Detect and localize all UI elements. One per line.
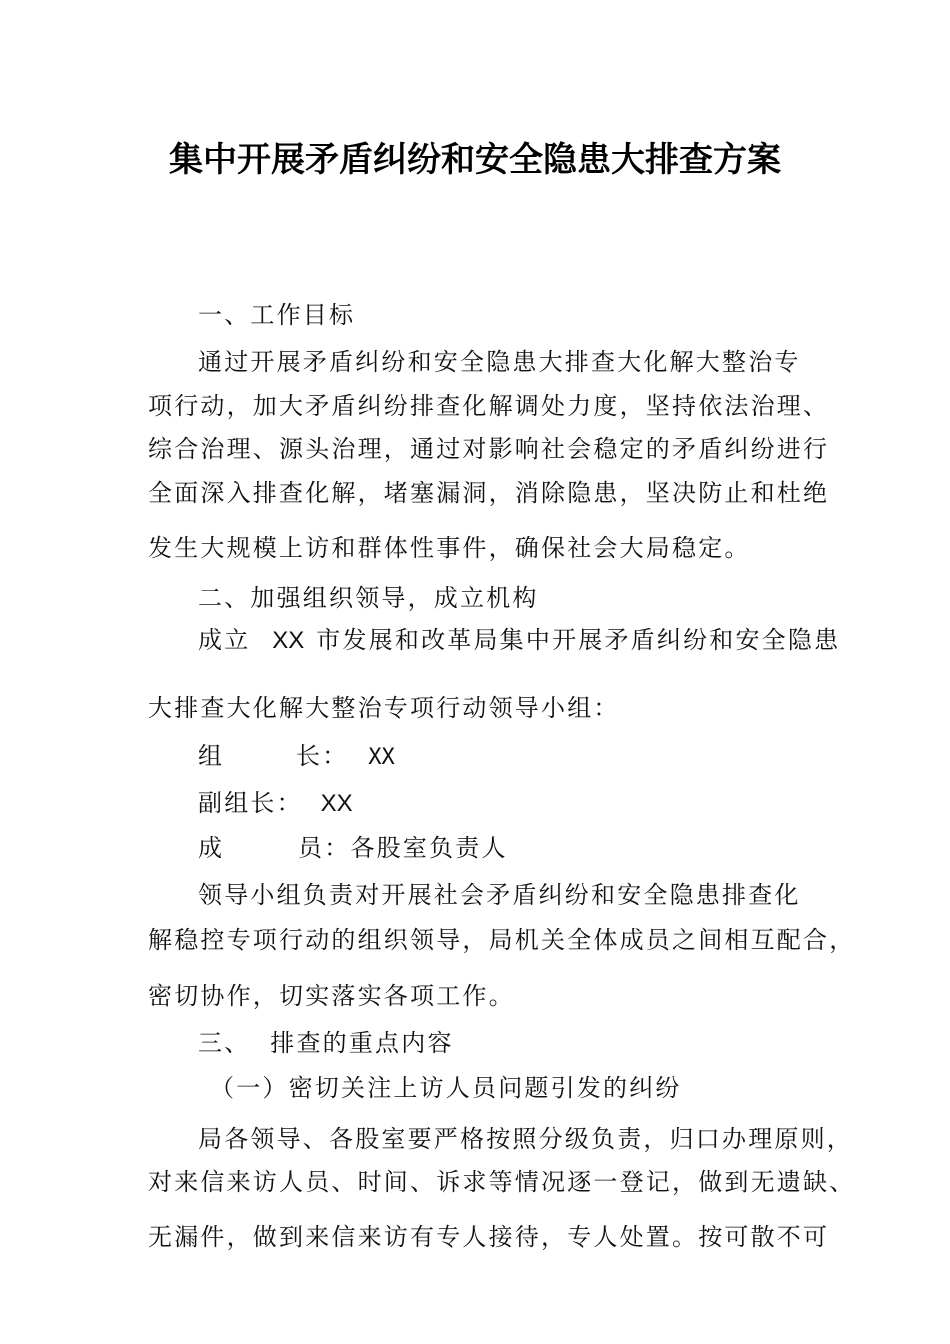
paragraph-line: 发生大规模上访和群体性事件，确保社会大局稳定。 xyxy=(148,534,751,562)
intro-prefix: 成立 xyxy=(198,626,251,654)
paragraph-line: 通过开展矛盾纠纷和安全隐患大排查大化解大整治专 xyxy=(198,348,801,376)
paragraph-line: 局各领导、各股室要严格按照分级负责，归口办理原则， xyxy=(198,1125,853,1153)
intro-xx: XX xyxy=(272,627,305,654)
member-label-2: 员：各股室负责人 xyxy=(298,834,508,862)
paragraph-line xyxy=(198,625,868,656)
paragraph-line: 解稳控专项行动的组织领导，局机关全体成员之间相互配合， xyxy=(148,926,856,954)
paragraph-line: 项行动，加大矛盾纠纷排查化解调处力度，坚持依法治理、 xyxy=(148,392,830,420)
section-heading-2: 二、加强组织领导，成立机构 xyxy=(198,584,539,612)
member-row xyxy=(198,833,868,863)
paragraph-line: 领导小组负责对开展社会矛盾纠纷和安全隐患排查化 xyxy=(198,881,801,909)
section-heading-1: 一、工作目标 xyxy=(198,301,356,329)
deputy-row xyxy=(198,788,868,819)
paragraph-line: 密切协作，切实落实各项工作。 xyxy=(148,982,515,1010)
leader-label-2: 长： xyxy=(296,742,349,770)
leader-value: XX xyxy=(368,745,395,770)
member-label-1: 成 xyxy=(198,834,225,862)
intro-rest: 市发展和改革局集中开展矛盾纠纷和安全隐患 xyxy=(316,626,841,654)
paragraph-line: 对来信来访人员、时间、诉求等情况逐一登记，做到无遗缺、 xyxy=(148,1168,856,1196)
section-heading-3 xyxy=(198,1028,868,1058)
paragraph-line: 全面深入排查化解，堵塞漏洞，消除隐患，坚决防止和杜绝 xyxy=(148,479,830,507)
deputy-value: XX xyxy=(320,790,353,817)
paragraph-line: 大排查大化解大整治专项行动领导小组： xyxy=(148,694,620,722)
section-3-title: 排查的重点内容 xyxy=(270,1029,454,1057)
paragraph-line: 无漏件，做到来信来访有专人接待，专人处置。按可散不可 xyxy=(148,1223,830,1251)
section-3-number: 三、 xyxy=(198,1029,251,1057)
leader-row xyxy=(198,741,868,773)
deputy-label: 副组长： xyxy=(198,789,303,817)
document-title: 集中开展矛盾纠纷和安全隐患大排查方案 xyxy=(169,140,781,180)
subsection-heading-1: （一）密切关注上访人员问题引发的纠纷 xyxy=(210,1074,682,1102)
paragraph-line: 综合治理、源头治理，通过对影响社会稳定的矛盾纠纷进行 xyxy=(148,435,830,463)
leader-label-1: 组 xyxy=(198,742,225,770)
